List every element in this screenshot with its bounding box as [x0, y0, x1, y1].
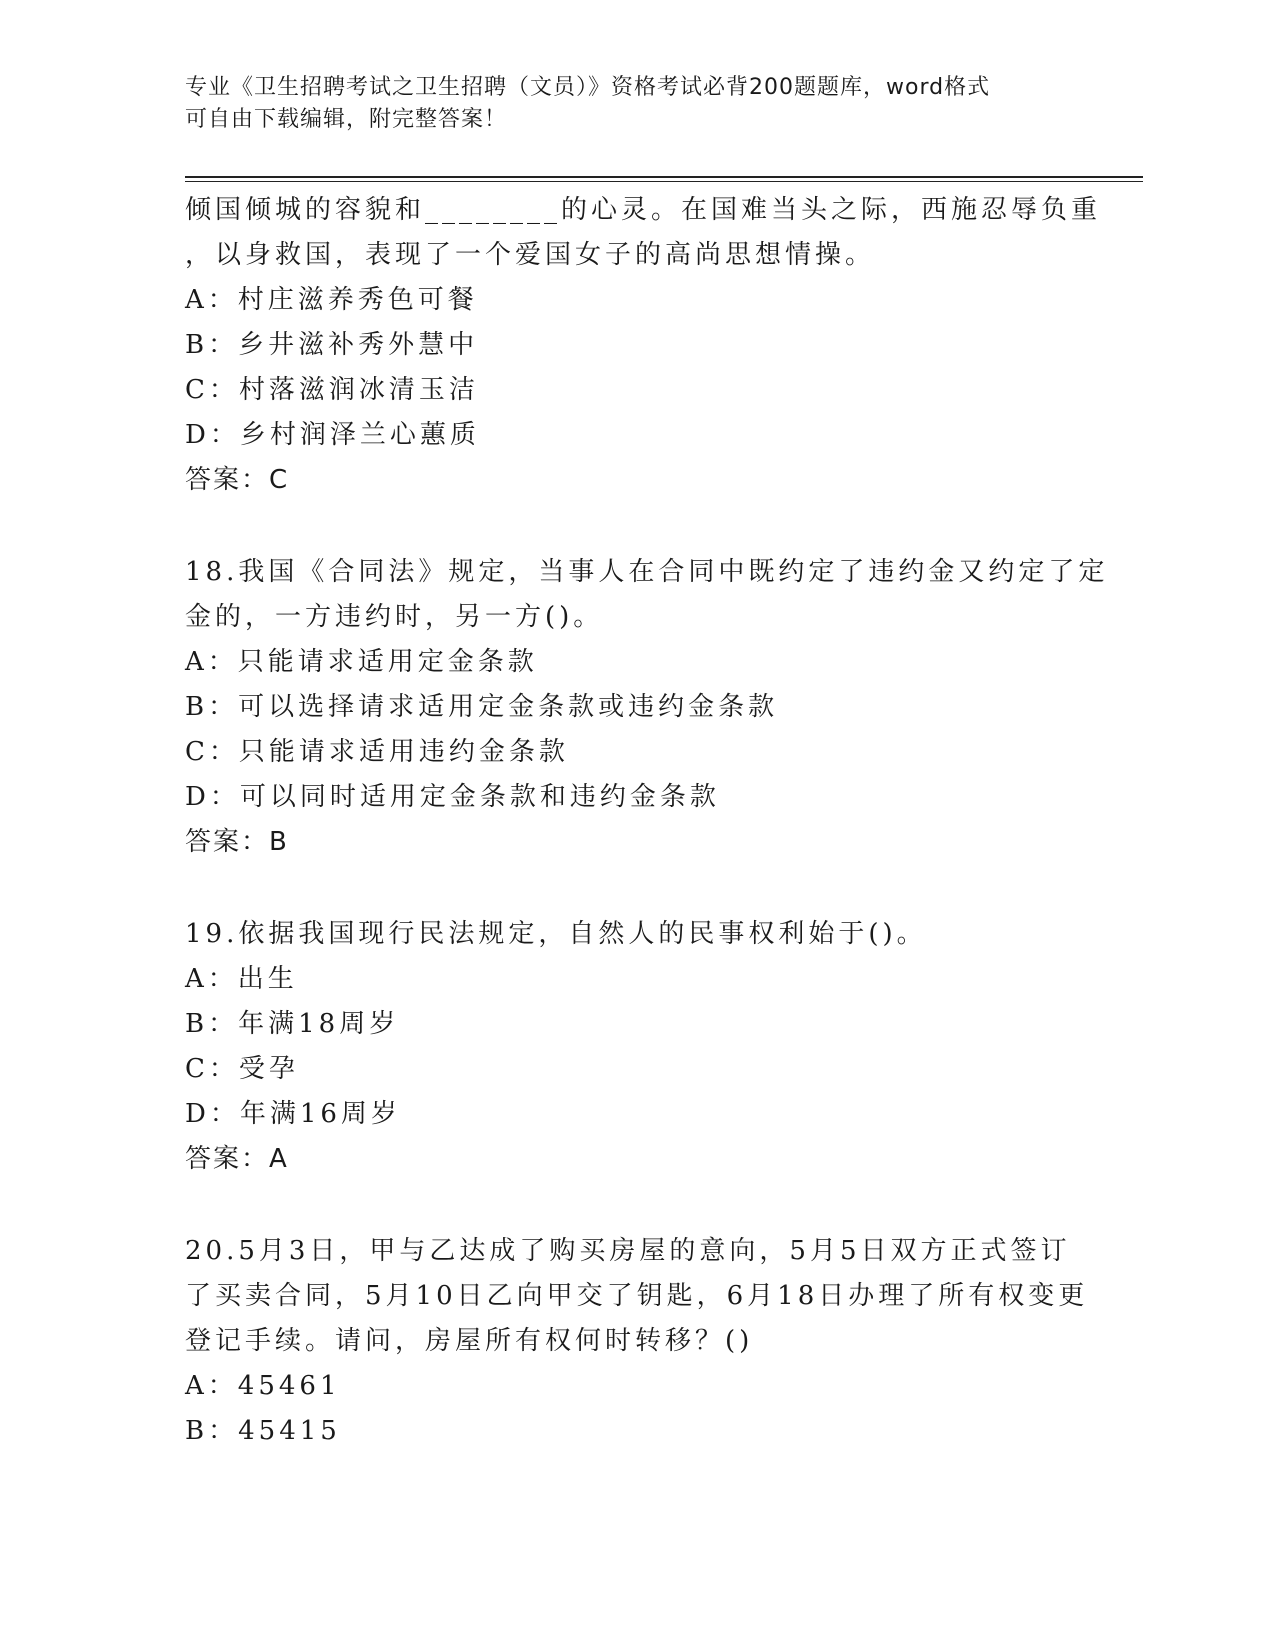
header-divider-thin: [185, 181, 1143, 182]
question-stem: 金的，一方违约时，另一方()。: [185, 602, 604, 632]
option-b: B：年满18周岁: [185, 1009, 400, 1039]
question-list: [185, 188, 1109, 1454]
option-b: B：可以选择请求适用定金条款或违约金条款: [185, 692, 779, 722]
question-stem: ，以身救国，表现了一个爱国女子的高尚思想情操。: [185, 240, 876, 270]
answer-label: 答案：B: [185, 827, 289, 857]
option-b: B：45415: [185, 1416, 341, 1446]
question-spacer: [185, 503, 1085, 550]
option-a: A：只能请求适用定金条款: [185, 647, 538, 677]
question-stem: 登记手续。请问，房屋所有权何时转移？(): [185, 1326, 754, 1356]
question-stem: 倾国倾城的容貌和________的心灵。在国难当头之际，西施忍辱负重: [185, 195, 1102, 225]
option-c: C：村落滋润冰清玉洁: [185, 375, 479, 405]
question-stem: 了买卖合同，5月10日乙向甲交了钥匙，6月18日办理了所有权变更: [185, 1281, 1089, 1311]
option-c: C：受孕: [185, 1054, 299, 1084]
option-a: A：村庄滋养秀色可餐: [185, 285, 478, 315]
question-20: [185, 1229, 1089, 1454]
option-a: A：出生: [185, 964, 298, 994]
answer-label: 答案：A: [185, 1144, 289, 1174]
header-title-line-1: 专业《卫生招聘考试之卫生招聘（文员）》资格考试必背200题题库，word格式: [185, 75, 991, 100]
answer-label: 答案：C: [185, 465, 290, 495]
question-17: [185, 188, 1102, 503]
option-a: A：45461: [185, 1371, 341, 1401]
question-stem: 20.5月3日，甲与乙达成了购买房屋的意向，5月5日双方正式签订: [185, 1236, 1071, 1266]
option-d: D：年满16周岁: [185, 1099, 401, 1129]
option-d: D：可以同时适用定金条款和违约金条款: [185, 782, 720, 812]
question-spacer: [185, 1182, 1085, 1229]
option-d: D：乡村润泽兰心蕙质: [185, 420, 480, 450]
header-divider-thick: [185, 176, 1143, 178]
question-spacer: [185, 865, 1085, 912]
question-19: [185, 912, 1085, 1182]
question-stem: 19.依据我国现行民法规定，自然人的民事权利始于()。: [185, 919, 927, 949]
option-c: C：只能请求适用违约金条款: [185, 737, 569, 767]
document-header: [185, 72, 1085, 136]
question-18: [185, 550, 1109, 865]
question-stem: 18.我国《合同法》规定，当事人在合同中既约定了违约金又约定了定: [185, 557, 1109, 587]
option-b: B：乡井滋补秀外慧中: [185, 330, 479, 360]
header-title-line-2: 可自由下载编辑，附完整答案！: [185, 107, 508, 132]
